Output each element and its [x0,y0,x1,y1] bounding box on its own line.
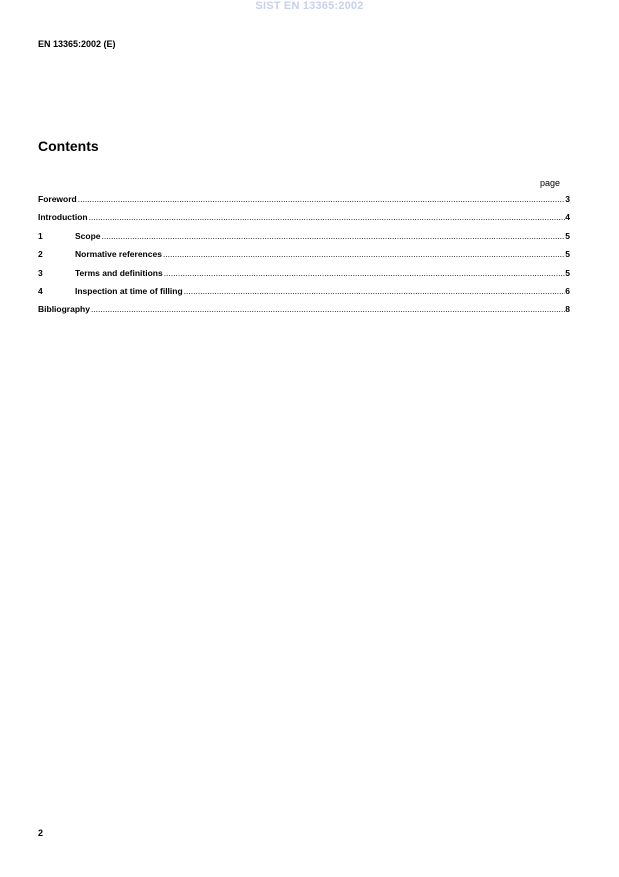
toc-entry-title: Terms and definitions [75,267,163,278]
toc-dot-leader [91,304,565,315]
page-number: 2 [38,828,44,838]
watermark: SIST EN 13365:2002 [255,0,364,12]
contents-heading: Contents [38,138,99,154]
toc-entry-introduction[interactable] [38,212,570,230]
toc-entry-number: 2 [38,249,43,260]
table-of-contents [38,194,570,323]
toc-entry-page: 3 [565,194,570,204]
document-id-header: EN 13365:2002 (E) [38,39,116,49]
toc-entry-title: Inspection at time of filling [75,285,183,296]
toc-entry-page: 8 [565,304,570,315]
toc-entry-normative-references[interactable] [38,249,570,267]
toc-dot-leader [89,212,566,223]
toc-entry-title: Bibliography [38,304,90,315]
toc-entry-title: Introduction [38,212,88,223]
toc-entry-terms-and-definitions[interactable] [38,268,570,286]
toc-entry-inspection-at-time-of-filling[interactable] [38,286,570,304]
toc-entry-page: 6 [565,285,570,296]
toc-entry-page: 5 [565,249,570,260]
toc-dot-leader [102,231,566,242]
toc-dot-leader [184,286,566,297]
toc-entry-title: Normative references [75,249,162,260]
toc-entry-bibliography[interactable] [38,304,570,322]
toc-entry-page: 5 [565,230,570,241]
page-column-label: page [540,178,561,188]
toc-entry-page: 5 [565,267,570,278]
toc-dot-leader [164,268,566,279]
toc-entry-number: 3 [38,267,43,278]
toc-entry-number: 1 [38,230,43,241]
toc-entry-title: Scope [75,230,101,241]
toc-entry-page: 4 [565,212,570,223]
toc-entry-title: Foreword [38,194,77,204]
toc-entry-foreword[interactable] [38,194,570,212]
toc-entry-number: 4 [38,285,43,296]
toc-dot-leader [78,194,566,205]
toc-dot-leader [163,249,565,260]
toc-entry-scope[interactable] [38,231,570,249]
